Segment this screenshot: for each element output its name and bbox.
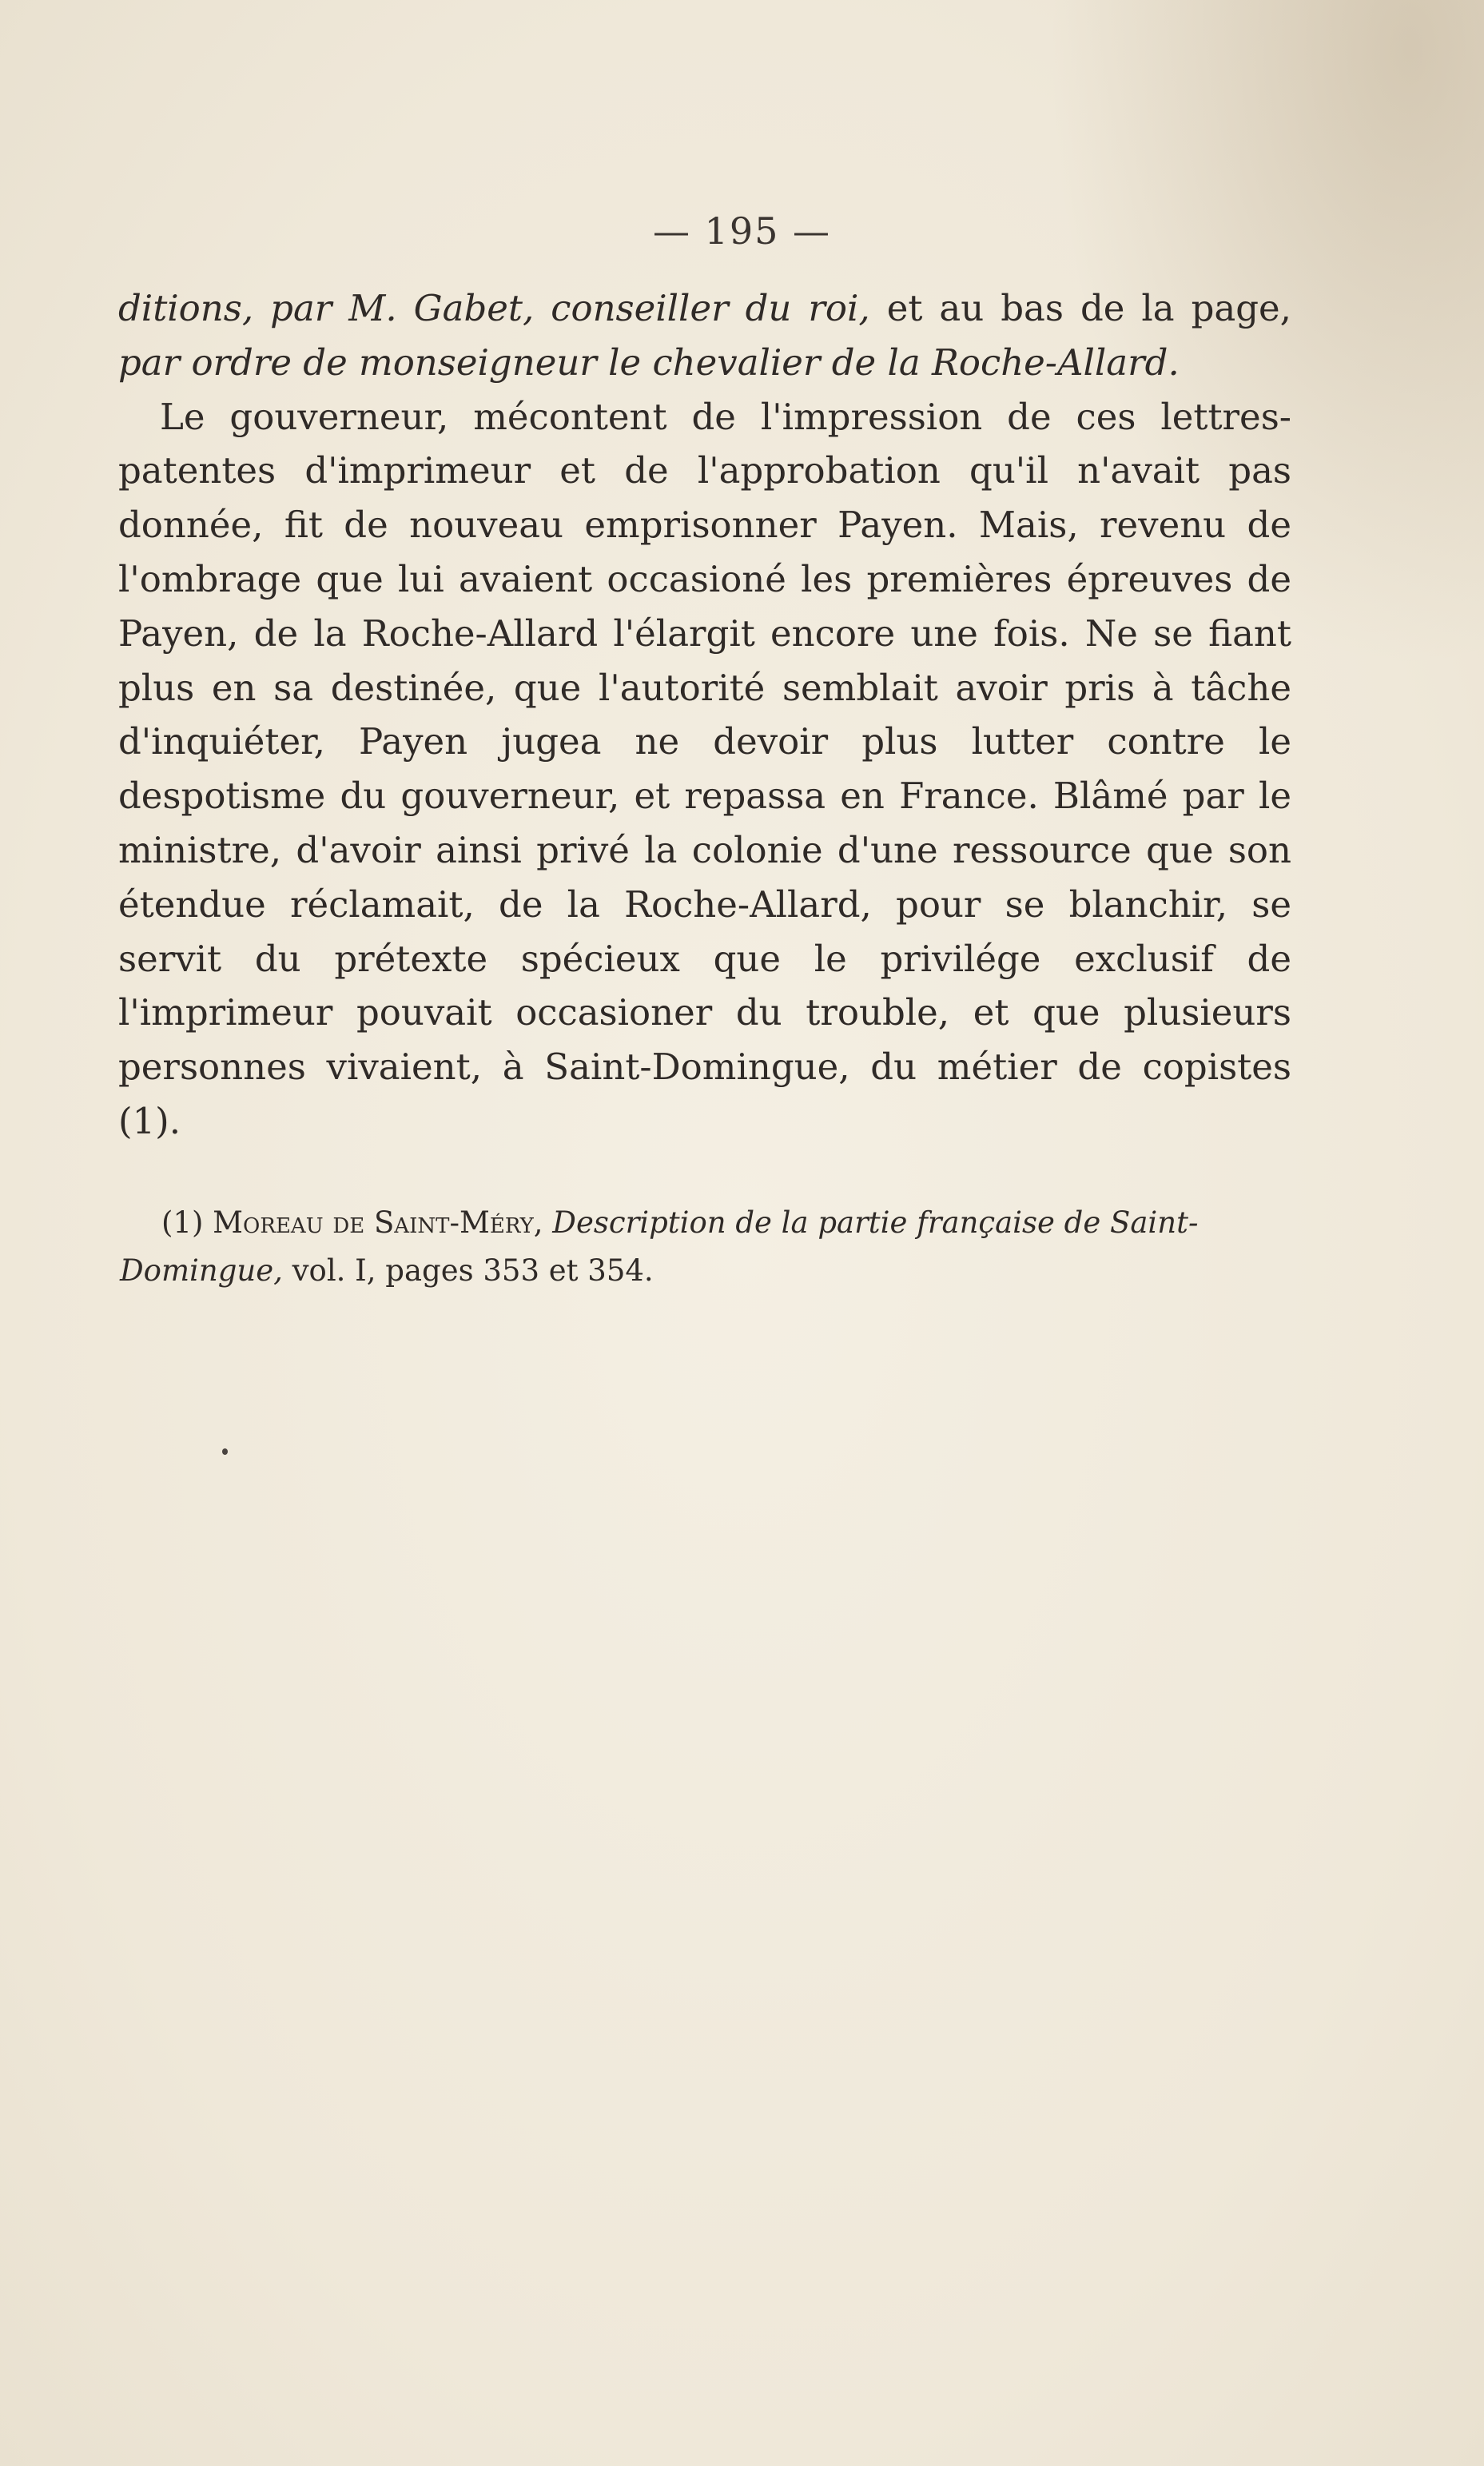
italic-text-a: ditions, par M. Gabet, conseiller du roi, [118, 287, 870, 329]
footnote-title: Description de la partie française de Saint-Domingue, [120, 1205, 1199, 1288]
paragraph-main: Le gouverneur, mécontent de l'impression de ces lettres-patentes d'imprimeur et de l'approbation qu'il n'avait pas donnée, fit de nouveau emprisonner Payen. Mais, revenu de l'ombrage que lui avaient occasioné les premières épreuves de Payen, de la Roche-Allard l'élargit encore une fois. Ne se fiant plus en sa destinée, que l'autorité semblait avoir pris à tâche d'inquiéter, Payen jugea ne devoir plus lutter contre le despotisme du gouverneur, et repassa en France. Blâmé par le ministre, d'avoir ainsi privé la colonie d'une ressource que son étendue réclamait, de la Roche-Allard, pour se blanchir, se servit du prétexte spécieux que le privilége exclusif de l'imprimeur pouvait occasioner du trouble, et que plusieurs personnes vivaient, à Saint-Domingue, du métier de copistes (1). [118, 395, 1291, 1142]
footnote-marker: (1) [161, 1205, 213, 1240]
footnote-details: vol. I, pages 353 et 354. [282, 1253, 654, 1288]
ink-speck [222, 1448, 228, 1455]
italic-text-b: par ordre de monseigneur le chevalier de la Roche-Allard. [118, 341, 1180, 384]
page-number: — 195 — [652, 209, 832, 253]
footnote-separator: , [533, 1205, 553, 1240]
body-text [118, 281, 1291, 1149]
paragraph-continuation [118, 281, 1291, 390]
footnote-author: Moreau de Saint-Méry [213, 1205, 534, 1240]
footnote [120, 1199, 1291, 1295]
plain-text-a: et au bas de la page, [869, 287, 1291, 329]
